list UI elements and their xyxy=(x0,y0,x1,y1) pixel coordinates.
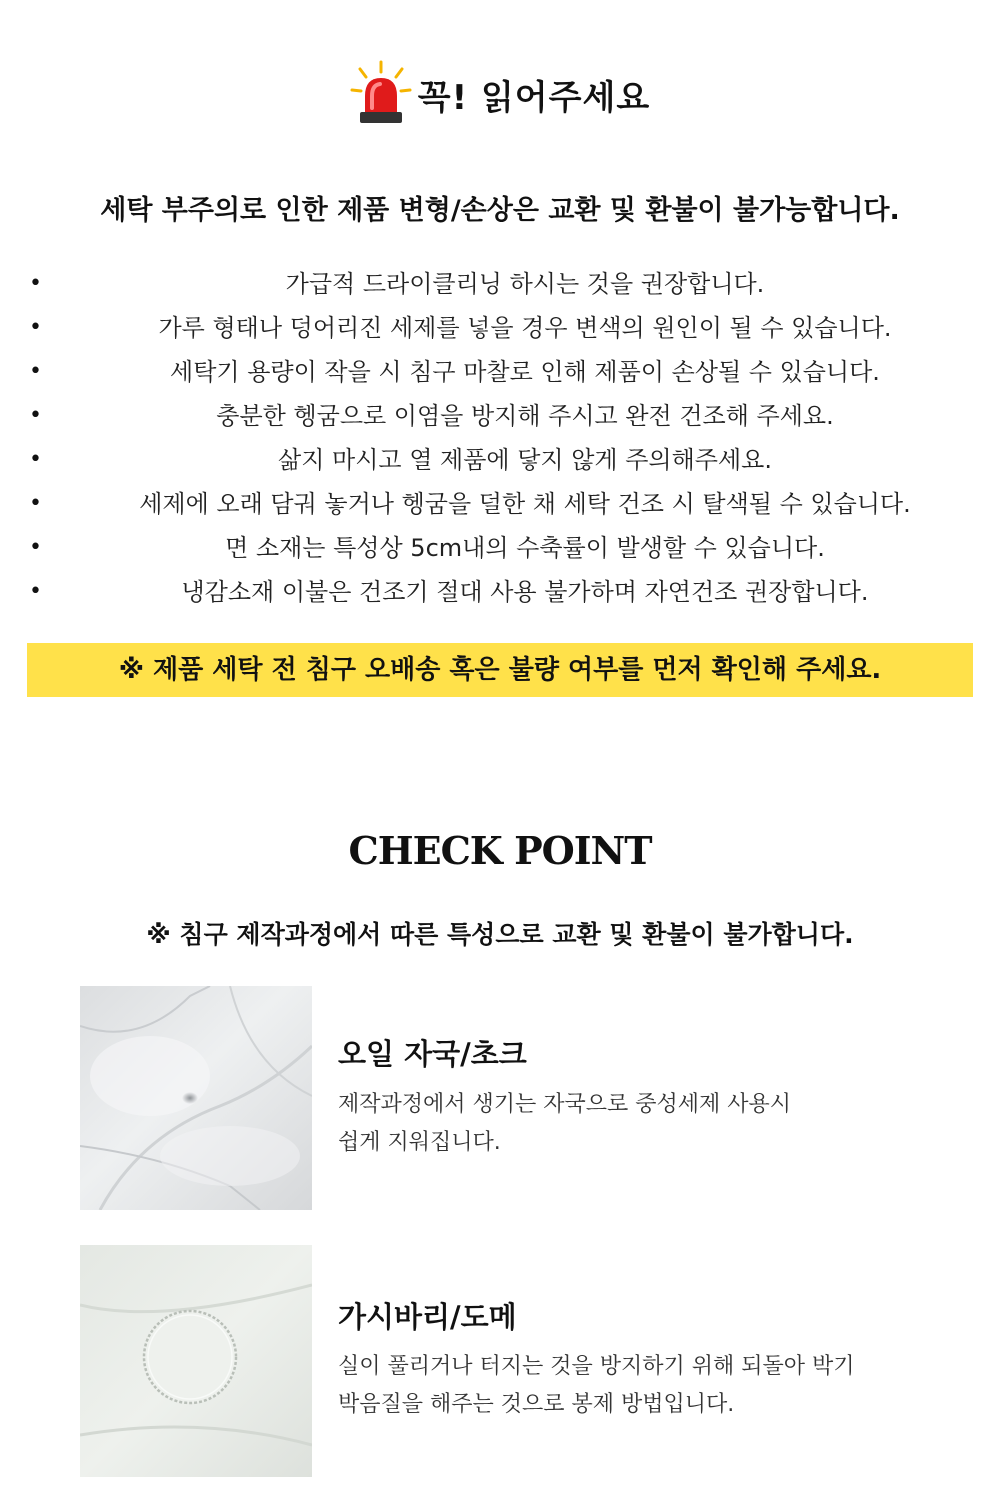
siren-icon xyxy=(350,60,412,128)
list-item: • 세탁기 용량이 작을 시 침구 마찰로 인해 제품이 손상될 수 있습니다. xyxy=(25,350,995,394)
list-item: • 가루 형태나 덩어리진 세제를 넣을 경우 변색의 원인이 될 수 있습니다. xyxy=(25,306,995,350)
list-item: • 가급적 드라이클리닝 하시는 것을 권장합니다. xyxy=(25,262,995,306)
list-item: • 삶지 마시고 열 제품에 닿지 않게 주의해주세요. xyxy=(25,438,995,482)
checkpoint-item-title: 오일 자국/초크 xyxy=(338,1037,527,1071)
warning-headline: 세탁 부주의로 인한 제품 변형/손상은 교환 및 환불이 불가능합니다. xyxy=(100,195,900,226)
care-instructions-list xyxy=(25,262,995,614)
checkpoint-subtitle: ※ 침구 제작과정에서 따른 특성으로 교환 및 환불이 불가합니다. xyxy=(146,920,854,949)
page-title: 꼭! 읽어주세요 xyxy=(417,77,651,118)
list-item: • 충분한 헹굼으로 이염을 방지해 주시고 완전 건조해 주세요. xyxy=(25,394,995,438)
page-header xyxy=(0,60,1000,128)
backstitch-photo xyxy=(80,1245,312,1477)
oil-mark-photo xyxy=(80,986,312,1210)
checkpoint-item-desc: 제작과정에서 생기는 자국으로 중성세제 사용시 쉽게 지워집니다. xyxy=(338,1092,792,1155)
highlight-notice: ※ 제품 세탁 전 침구 오배송 혹은 불량 여부를 먼저 확인해 주세요. xyxy=(27,643,973,697)
list-item: • 면 소재는 특성상 5cm내의 수축률이 발생할 수 있습니다. xyxy=(25,526,995,570)
checkpoint-item-title: 가시바리/도메 xyxy=(338,1300,517,1334)
checkpoint-title: CHECK POINT xyxy=(348,828,652,873)
list-item: • 세제에 오래 담궈 놓거나 헹굼을 덜한 채 세탁 건조 시 탈색될 수 있습니다. xyxy=(25,482,995,526)
list-item: • 냉감소재 이불은 건조기 절대 사용 불가하며 자연건조 권장합니다. xyxy=(25,570,995,614)
checkpoint-item-desc: 실이 풀리거나 터지는 것을 방지하기 위해 되돌아 박기 박음질을 해주는 것으로 봉제 방법입니다. xyxy=(338,1354,855,1417)
